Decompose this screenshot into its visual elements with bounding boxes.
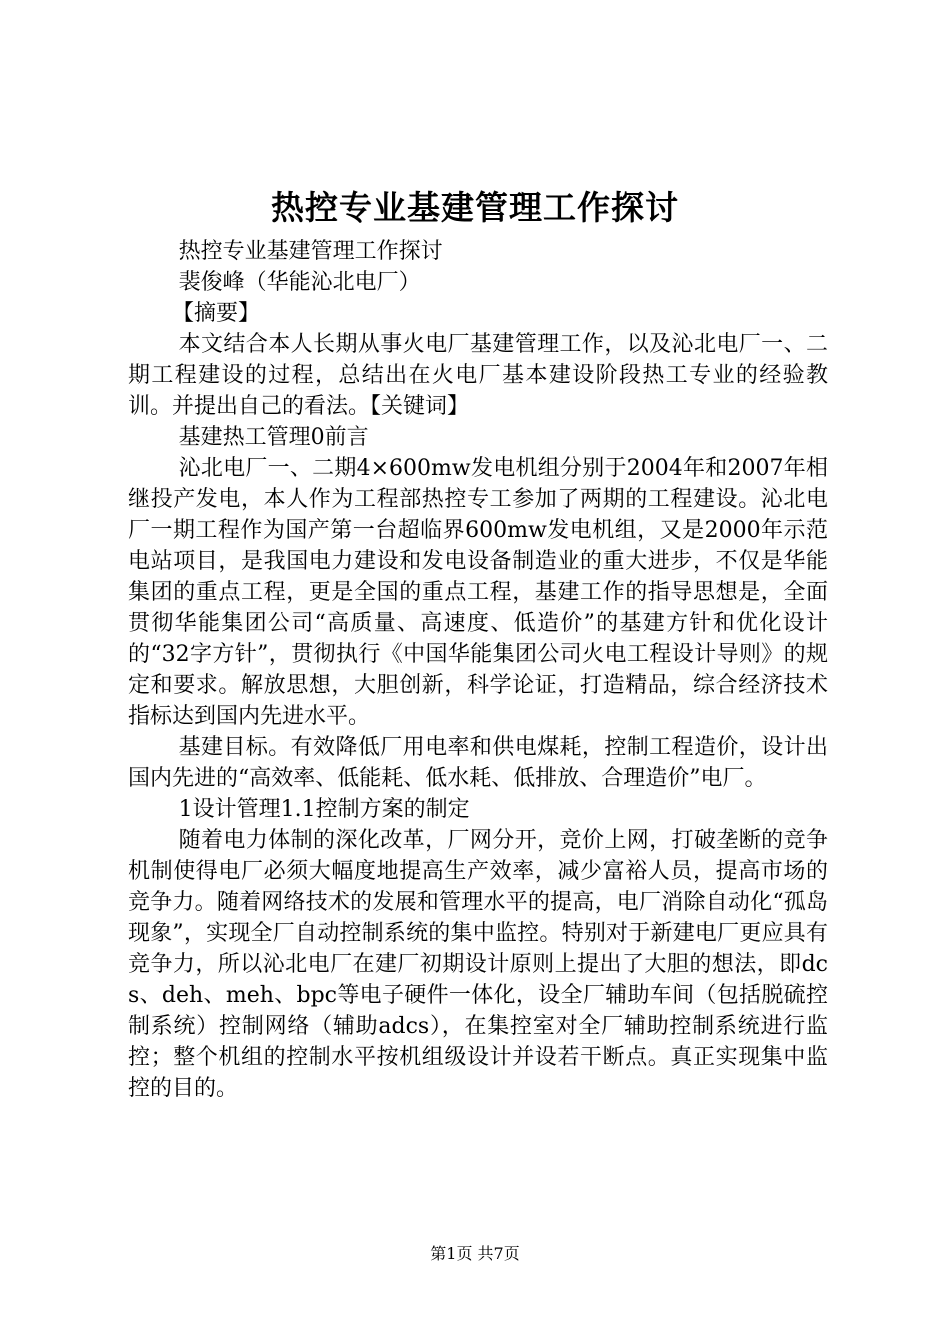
keywords-paragraph: 基建热工管理0前言: [178, 425, 369, 450]
document-title: 热控专业基建管理工作探讨: [271, 188, 679, 227]
abstract-paragraph: 本文结合本人长期从事火电厂基建管理工作，以及沁北电厂一、二期工程建设的过程，总结出在火电厂基本建设阶段热工专业的经验教训。并提出自己的看法。【关键词】: [128, 332, 828, 419]
subtitle-paragraph: 热控专业基建管理工作探讨: [178, 239, 443, 264]
section-heading: 1设计管理1.1控制方案的制定: [178, 797, 470, 822]
author-paragraph: 裴俊峰（华能沁北电厂）: [178, 270, 421, 295]
goal-paragraph: 基建目标。有效降低厂用电率和供电煤耗，控制工程造价，设计出国内先进的“高效率、低能耗、低水耗、低排放、合理造价”电厂。: [128, 735, 828, 791]
abstract-heading: 【摘要】: [172, 301, 261, 326]
intro-paragraph: 沁北电厂一、二期4×600mw发电机组分别于2004年和2007年相继投产发电，本人作为工程部热控专工参加了两期的工程建设。沁北电厂一期工程作为国产第一台超临界600mw发电机组，又是2000年示范电站项目，是我国电力建设和发电设备制造业的重大进步，不仅是华能集团的重点工程，更是全国的重点工程，基建工作的指导思想是，全面贯彻华能集团公司“高质量、高速度、低造价”的基建方针和优化设计的“32字方针”，贯彻执行《中国华能集团公司火电工程设计导则》的规定和要求。解放思想，大胆创新，科学论证，打造精品，综合经济技术指标达到国内先进水平。: [128, 456, 828, 729]
document-body: [128, 236, 828, 1104]
page-number-footer: 第1页 共7页: [430, 1244, 520, 1263]
section-paragraph: 随着电力体制的深化改革，厂网分开，竞价上网，打破垄断的竞争机制使得电厂必须大幅度地提高生产效率，减少富裕人员，提高市场的竞争力。随着网络技术的发展和管理水平的提高，电厂消除自动化“孤岛现象”，实现全厂自动控制系统的集中监控。特别对于新建电厂更应具有竞争力，所以沁北电厂在建厂初期设计原则上提出了大胆的想法，即dcs、deh、meh、bpc等电子硬件一体化，设全厂辅助车间（包括脱硫控制系统）控制网络（辅助adcs），在集控室对全厂辅助控制系统进行监控；整个机组的控制水平按机组级设计并设若干断点。真正实现集中监控的目的。: [128, 828, 828, 1101]
